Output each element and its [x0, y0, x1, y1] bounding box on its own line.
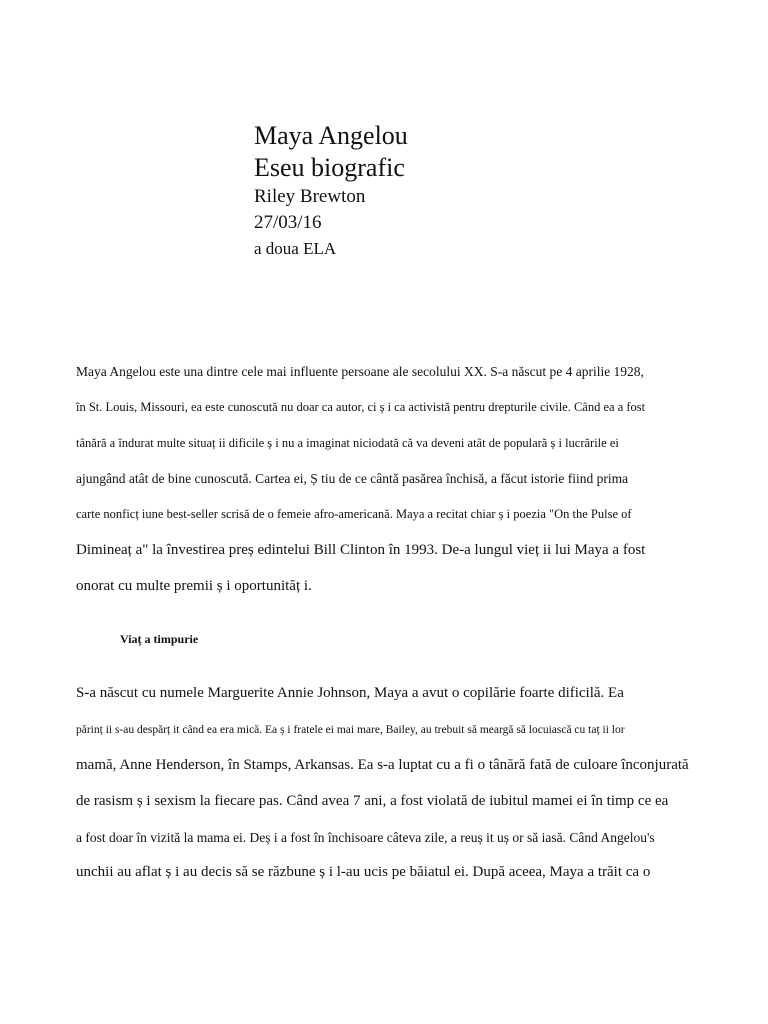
section-line: a fost doar în vizită la mama ei. Deș i a fost în închisoare câteva zile, a reuș it uș or să iasă. Când Angelou's: [76, 830, 655, 845]
document-header: [254, 120, 408, 262]
section-line: de rasism ș i sexism la fiecare pas. Când avea 7 ani, a fost violată de iubitul mamei ei în timp ce ea: [76, 793, 669, 809]
intro-line: ajungând atât de bine cunoscută. Cartea ei, Ș tiu de ce cântă pasărea închisă, a făcut istorie fiind prima: [76, 471, 629, 486]
author-name: Riley Brewton: [254, 186, 366, 207]
intro-line: onorat cu multe premii ș i oportunităț i.: [76, 578, 312, 594]
section-line: unchii au aflat ș i au decis să se răzbune ș i l-au ucis pe băiatul ei. După aceea, Maya a trăit ca o: [76, 864, 651, 880]
document-subtitle: Eseu biografic: [254, 153, 405, 182]
class-name: a doua ELA: [254, 239, 337, 258]
intro-line: tânără a îndurat multe situaț ii dificile ș i nu a imaginat niciodată că va deveni atât de populară ș i lucrările ei: [76, 436, 619, 450]
section-heading: Viaț a timpurie: [120, 632, 199, 646]
intro-line: în St. Louis, Missouri, ea este cunoscută nu doar ca autor, ci ș i ca activistă pentru drepturile civile. Când ea a fost: [76, 400, 646, 414]
section-line: mamă, Anne Henderson, în Stamps, Arkansas. Ea s-a luptat cu a fi o tânără fată de culoare înconjurată: [76, 757, 689, 773]
document-date: 27/03/16: [254, 212, 322, 233]
section-line: părinț ii s-au despărț it când ea era mică. Ea ș i fratele ei mai mare, Bailey, au trebuit să meargă să locuiască cu taț ii lor: [76, 724, 625, 736]
intro-line: Dimineaț a" la învestirea preș edintelui Bill Clinton în 1993. De-a lungul vieț ii lui Maya a fost: [76, 542, 646, 558]
intro-line: Maya Angelou este una dintre cele mai influente persoane ale secolului XX. S-a născut pe 4 aprilie 1928,: [76, 364, 644, 379]
section-line: S-a născut cu numele Marguerite Annie Johnson, Maya a avut o copilărie foarte dificilă. Ea: [76, 685, 624, 701]
document-title: Maya Angelou: [254, 121, 408, 150]
intro-line: carte nonficț iune best-seller scrisă de o femeie afro-americană. Maya a recitat chiar ș i poezia "On the Pulse of: [76, 507, 632, 521]
